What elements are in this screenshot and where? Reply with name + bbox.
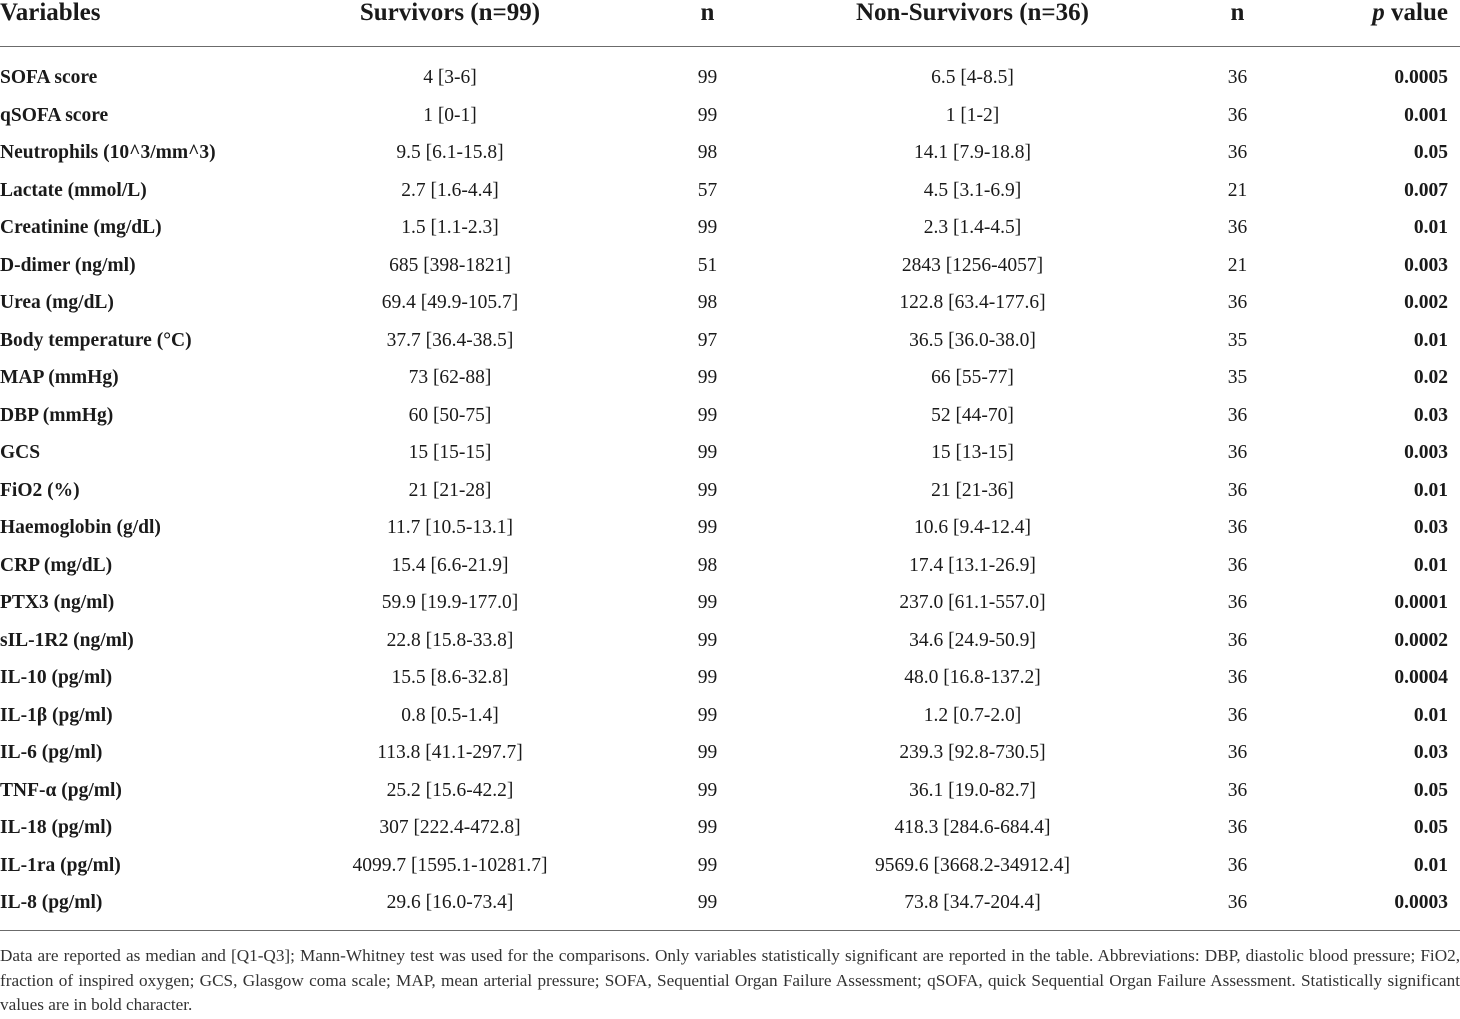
cell-n-non-survivors: 36 <box>1227 517 1248 538</box>
cell-n-survivors: 99 <box>697 404 718 426</box>
cell-n-survivors: 99 <box>697 667 718 688</box>
table-row <box>0 622 1460 660</box>
cell-n-survivors: 99 <box>697 217 718 238</box>
cell-survivors: 4 [3-6] <box>423 67 477 88</box>
cell-n-non-survivors: 36 <box>1227 554 1248 576</box>
cell-n-survivors: 98 <box>697 554 718 576</box>
cell-p-value: 0.01 <box>1413 479 1448 501</box>
cell-n-non-survivors: 36 <box>1227 104 1248 126</box>
table-row <box>0 97 1460 135</box>
cell-variable: qSOFA score <box>0 104 109 126</box>
cell-non-survivors: 418.3 [284.6-684.4] <box>894 817 1051 838</box>
cell-variable: DBP (mmHg) <box>0 404 114 426</box>
cell-survivors: 307 [222.4-472.8] <box>379 817 521 838</box>
cell-variable: PTX3 (ng/ml) <box>0 592 115 613</box>
table-row <box>0 472 1460 510</box>
header-p-rest: value <box>1384 0 1448 26</box>
cell-n-survivors: 99 <box>697 854 718 876</box>
cell-non-survivors: 52 [44-70] <box>931 404 1014 426</box>
cell-survivors: 685 [398-1821] <box>389 254 511 276</box>
table-row <box>0 322 1460 360</box>
table-row <box>0 47 1460 97</box>
cell-non-survivors: 9569.6 [3668.2-34912.4] <box>875 854 1070 876</box>
cell-p-value: 0.05 <box>1413 817 1448 838</box>
cell-variable: TNF-α (pg/ml) <box>0 779 122 801</box>
table-row <box>0 659 1460 697</box>
cell-p-value: 0.003 <box>1404 442 1448 463</box>
cell-n-non-survivors: 36 <box>1227 779 1248 801</box>
cell-non-survivors: 1 [1-2] <box>945 104 1000 126</box>
table-row <box>0 809 1460 847</box>
cell-n-non-survivors: 36 <box>1227 479 1248 501</box>
header-p-italic: p <box>1372 0 1385 26</box>
cell-non-survivors: 4.5 [3.1-6.9] <box>923 179 1022 201</box>
cell-non-survivors: 2.3 [1.4-4.5] <box>923 217 1022 238</box>
cell-n-survivors: 98 <box>697 142 718 163</box>
cell-n-survivors: 98 <box>697 292 718 313</box>
cell-non-survivors: 66 [55-77] <box>931 367 1014 388</box>
cell-non-survivors: 36.1 [19.0-82.7] <box>909 779 1036 801</box>
cell-survivors: 9.5 [6.1-15.8] <box>396 142 504 163</box>
table-row <box>0 772 1460 810</box>
cell-p-value: 0.02 <box>1413 367 1448 388</box>
cell-n-non-survivors: 36 <box>1227 704 1248 726</box>
header-n-survivors: n <box>650 0 765 47</box>
cell-n-survivors: 51 <box>697 254 718 276</box>
cell-survivors: 15.5 [8.6-32.8] <box>391 667 509 688</box>
cell-p-value: 0.007 <box>1404 179 1448 201</box>
cell-n-non-survivors: 36 <box>1227 854 1248 876</box>
cell-survivors: 15 [15-15] <box>408 442 492 463</box>
cell-survivors: 1 [0-1] <box>423 104 477 126</box>
table-row <box>0 734 1460 772</box>
cell-variable: D-dimer (ng/ml) <box>0 254 136 276</box>
table-body <box>0 47 1460 931</box>
cell-p-value: 0.001 <box>1404 104 1448 126</box>
cell-variable: IL-18 (pg/ml) <box>0 817 113 838</box>
cell-variable: Urea (mg/dL) <box>0 292 114 313</box>
header-n-non-survivors: n <box>1180 0 1295 47</box>
cell-variable: Creatinine (mg/dL) <box>0 217 162 238</box>
cell-survivors: 25.2 [15.6-42.2] <box>386 779 514 801</box>
cell-non-survivors: 10.6 [9.4-12.4] <box>914 517 1031 538</box>
table-row <box>0 134 1460 172</box>
cell-non-survivors: 36.5 [36.0-38.0] <box>909 329 1036 351</box>
cell-n-survivors: 99 <box>697 742 718 763</box>
cell-n-survivors: 99 <box>697 779 718 801</box>
cell-non-survivors: 14.1 [7.9-18.8] <box>914 142 1031 163</box>
header-p-value <box>1295 0 1460 47</box>
table-row <box>0 434 1460 472</box>
cell-variable: Haemoglobin (g/dl) <box>0 517 161 538</box>
cell-p-value: 0.05 <box>1413 779 1448 801</box>
cell-n-non-survivors: 36 <box>1227 217 1248 238</box>
cell-n-non-survivors: 36 <box>1227 292 1248 313</box>
cell-p-value: 0.03 <box>1413 742 1448 763</box>
cell-n-non-survivors: 36 <box>1227 817 1248 838</box>
cell-non-survivors: 34.6 [24.9-50.9] <box>909 629 1036 651</box>
cell-p-value: 0.05 <box>1413 142 1448 163</box>
cell-variable: sIL-1R2 (ng/ml) <box>0 629 134 651</box>
cell-non-survivors: 237.0 [61.1-557.0] <box>899 592 1046 613</box>
cell-p-value: 0.0005 <box>1394 67 1448 88</box>
cell-n-non-survivors: 36 <box>1180 884 1295 930</box>
cell-survivors: 21 [21-28] <box>408 479 492 501</box>
cell-variable: Lactate (mmol/L) <box>0 179 147 201</box>
cell-n-non-survivors: 36 <box>1227 592 1248 613</box>
header-non-survivors: Non-Survivors (n=36) <box>765 0 1180 47</box>
table-row <box>0 397 1460 435</box>
cell-p-value: 0.0001 <box>1394 592 1448 613</box>
cell-n-non-survivors: 35 <box>1227 329 1248 351</box>
cell-p-value: 0.03 <box>1413 404 1448 426</box>
table-row <box>0 547 1460 585</box>
cell-non-survivors: 239.3 [92.8-730.5] <box>899 742 1046 763</box>
table-row <box>0 359 1460 397</box>
cell-n-non-survivors: 36 <box>1227 667 1248 688</box>
cell-variable: Neutrophils (10^3/mm^3) <box>0 142 216 163</box>
cell-n-survivors: 97 <box>697 329 718 351</box>
table-row <box>0 284 1460 322</box>
cell-p-value: 0.03 <box>1413 517 1448 538</box>
cell-n-non-survivors: 36 <box>1227 742 1248 763</box>
cell-p-value: 0.01 <box>1413 554 1448 576</box>
cell-non-survivors: 48.0 [16.8-137.2] <box>904 667 1041 688</box>
cell-n-non-survivors: 21 <box>1227 179 1248 201</box>
cell-p-value: 0.002 <box>1404 292 1448 313</box>
cell-non-survivors: 122.8 [63.4-177.6] <box>899 292 1046 313</box>
cell-n-survivors: 99 <box>697 517 718 538</box>
cell-variable: CRP (mg/dL) <box>0 554 113 576</box>
cell-non-survivors: 73.8 [34.7-204.4] <box>765 884 1180 930</box>
cell-p-value: 0.0003 <box>1295 884 1460 930</box>
cell-non-survivors: 15 [13-15] <box>931 442 1014 463</box>
cell-p-value: 0.0002 <box>1394 629 1448 651</box>
cell-survivors: 2.7 [1.6-4.4] <box>401 179 499 201</box>
cell-n-survivors: 99 <box>697 592 718 613</box>
cell-survivors: 0.8 [0.5-1.4] <box>401 704 499 726</box>
cell-variable: FiO2 (%) <box>0 479 80 501</box>
cell-n-survivors: 99 <box>650 884 765 930</box>
cell-variable: Body temperature (°C) <box>0 329 192 351</box>
cell-n-non-survivors: 36 <box>1227 67 1248 88</box>
cell-non-survivors: 6.5 [4-8.5] <box>931 67 1014 88</box>
cell-survivors: 73 [62-88] <box>408 367 492 388</box>
cell-n-survivors: 99 <box>697 67 718 88</box>
cell-n-survivors: 99 <box>697 104 718 126</box>
cell-survivors: 1.5 [1.1-2.3] <box>401 217 499 238</box>
cell-n-survivors: 99 <box>697 442 718 463</box>
cell-variable: IL-8 (pg/ml) <box>0 884 250 930</box>
table-header-row <box>0 0 1460 47</box>
cell-survivors: 29.6 [16.0-73.4] <box>250 884 650 930</box>
cell-n-non-survivors: 21 <box>1227 254 1248 276</box>
cell-survivors: 15.4 [6.6-21.9] <box>391 554 509 576</box>
cell-n-survivors: 99 <box>697 704 718 726</box>
cell-variable: IL-10 (pg/ml) <box>0 667 113 688</box>
cell-survivors: 59.9 [19.9-177.0] <box>381 592 519 613</box>
cell-n-survivors: 99 <box>697 479 718 501</box>
cell-n-non-survivors: 36 <box>1227 142 1248 163</box>
header-variables: Variables <box>0 0 250 47</box>
cell-n-survivors: 99 <box>697 367 718 388</box>
cell-non-survivors: 1.2 [0.7-2.0] <box>923 704 1022 726</box>
cell-non-survivors: 2843 [1256-4057] <box>901 254 1044 276</box>
table-row <box>0 172 1460 210</box>
cell-n-non-survivors: 36 <box>1227 404 1248 426</box>
cell-variable: MAP (mmHg) <box>0 367 119 388</box>
cell-non-survivors: 17.4 [13.1-26.9] <box>909 554 1036 576</box>
cell-p-value: 0.0004 <box>1394 667 1448 688</box>
cell-survivors: 11.7 [10.5-13.1] <box>386 517 513 538</box>
cell-p-value: 0.01 <box>1413 704 1448 726</box>
table-row <box>0 509 1460 547</box>
cell-variable: IL-1β (pg/ml) <box>0 704 113 726</box>
table-row <box>0 209 1460 247</box>
cell-variable: GCS <box>0 442 41 463</box>
cell-p-value: 0.003 <box>1404 254 1448 276</box>
cell-survivors: 113.8 [41.1-297.7] <box>377 742 523 763</box>
cell-survivors: 60 [50-75] <box>408 404 492 426</box>
cell-n-survivors: 99 <box>697 817 718 838</box>
cell-p-value: 0.01 <box>1413 217 1448 238</box>
cell-survivors: 4099.7 [1595.1-10281.7] <box>352 854 548 876</box>
table-row <box>0 247 1460 285</box>
cell-survivors: 37.7 [36.4-38.5] <box>386 329 514 351</box>
cell-survivors: 69.4 [49.9-105.7] <box>381 292 519 313</box>
cell-non-survivors: 21 [21-36] <box>931 479 1014 501</box>
cell-variable: SOFA score <box>0 67 98 88</box>
header-survivors: Survivors (n=99) <box>250 0 650 47</box>
cell-n-survivors: 57 <box>697 179 718 201</box>
table-row <box>0 584 1460 622</box>
table-row <box>0 697 1460 735</box>
cell-p-value: 0.01 <box>1413 329 1448 351</box>
cell-n-survivors: 99 <box>697 629 718 651</box>
cell-n-non-survivors: 35 <box>1227 367 1248 388</box>
cell-n-non-survivors: 36 <box>1227 442 1248 463</box>
cell-survivors: 22.8 [15.8-33.8] <box>386 629 514 651</box>
cell-n-non-survivors: 36 <box>1227 629 1248 651</box>
table-row <box>0 884 1460 930</box>
table-footnote: Data are reported as median and [Q1-Q3]; Mann-Whitney test was used for the comparisons. Only variables statistically significant are reported in the table. Abbreviations: DBP, diastolic blood pressure; FiO2, fraction of inspired oxygen; GCS, Glasgow coma scale; MAP, mean arterial pressure; SOFA, Sequential Organ Failure Assessment; qSOFA, quick Sequential Organ Failure Assessment. Statistically significant values are in bold character. <box>0 946 1460 1014</box>
table-row <box>0 847 1460 885</box>
cell-p-value: 0.01 <box>1413 854 1448 876</box>
cell-variable: IL-6 (pg/ml) <box>0 742 103 763</box>
cell-variable: IL-1ra (pg/ml) <box>0 854 121 876</box>
